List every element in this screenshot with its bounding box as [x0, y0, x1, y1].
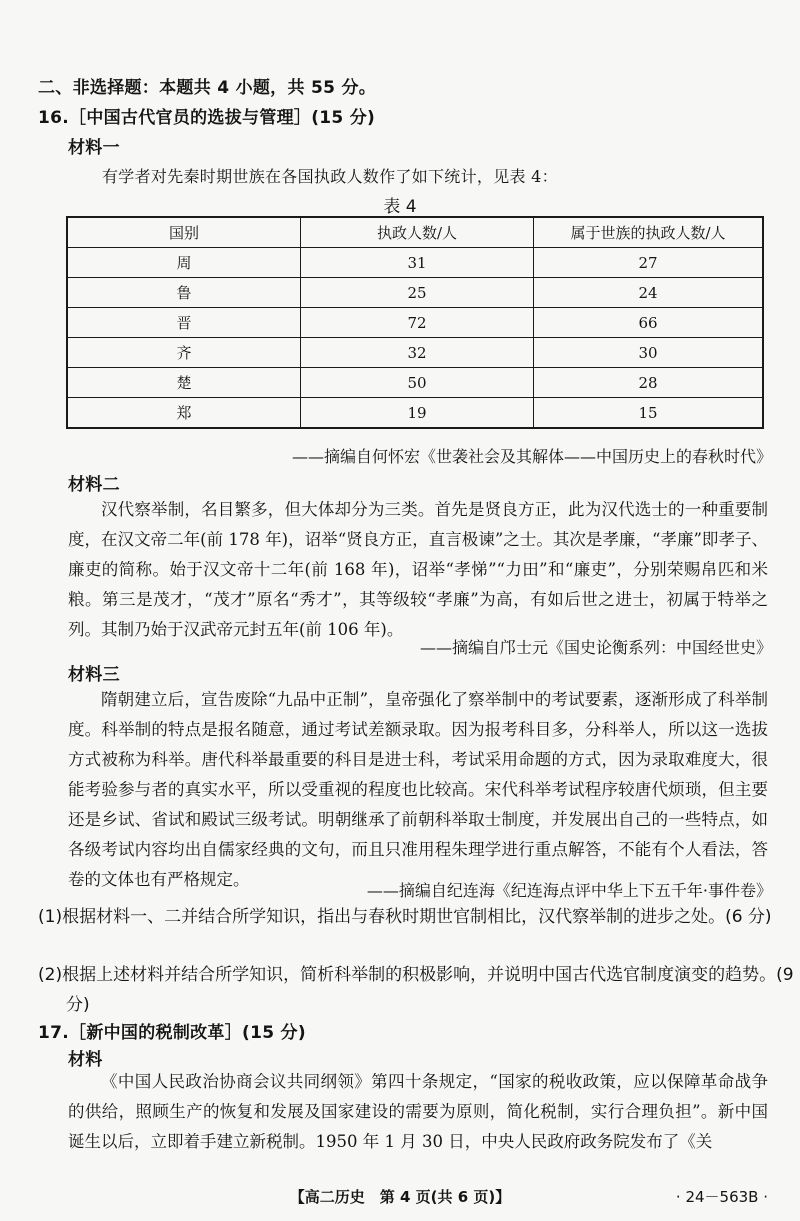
table-cell: 31: [301, 248, 534, 278]
table-cell: 50: [301, 368, 534, 398]
q17-text: 《中国人民政治协商会议共同纲领》第四十条规定，“国家的税收政策，应以保障革命战争的供给，照顾生产的恢复和发展及国家建设的需要为原则，简化税制，实行合理负担”。新中国诞生以后，立即着手建立新税制。1950 年 1 月 30 日，中央人民政府政务院发布了《关: [68, 1072, 768, 1151]
table-header-cell: 属于世族的执政人数/人: [534, 217, 764, 248]
table-cell: 晋: [67, 308, 301, 338]
m2-source: ——摘编自邝士元《国史论衡系列：中国经世史》: [419, 638, 772, 657]
table-cell: 66: [534, 308, 764, 338]
table-cell: 30: [534, 338, 764, 368]
table-cell: 周: [67, 248, 301, 278]
table-cell: 32: [301, 338, 534, 368]
table-row: [67, 368, 763, 398]
table-cell: 28: [534, 368, 764, 398]
table-header-cell: 执政人数/人: [301, 217, 534, 248]
table-row: [67, 248, 763, 278]
table-row: [67, 308, 763, 338]
table-row: [67, 278, 763, 308]
table-header-row: [67, 217, 763, 248]
m3-source: ——摘编自纪连海《纪连海点评中华上下五千年·事件卷》: [366, 881, 772, 900]
table-cell: 19: [301, 398, 534, 429]
table-cell: 齐: [67, 338, 301, 368]
m1-source: ——摘编自何怀宏《世袭社会及其解体——中国历史上的春秋时代》: [291, 447, 772, 466]
table-4: [66, 216, 764, 429]
section-header: 二、非选择题：本题共 4 小题，共 55 分。: [38, 78, 377, 98]
footer-code: · 24－563B ·: [675, 1188, 768, 1206]
m3-label: 材料三: [68, 665, 120, 685]
table-cell: 楚: [67, 368, 301, 398]
table-cell: 72: [301, 308, 534, 338]
m1-label: 材料一: [68, 138, 120, 158]
table-cell: 郑: [67, 398, 301, 429]
table-row: [67, 338, 763, 368]
table-cell: 25: [301, 278, 534, 308]
table-row: [67, 398, 763, 429]
q16-title: 16.［中国古代官员的选拔与管理］(15 分): [38, 108, 376, 128]
table-cell: 鲁: [67, 278, 301, 308]
m2-text: 汉代察举制，名目繁多，但大体却分为三类。首先是贤良方正，此为汉代选士的一种重要制度，在汉文帝二年(前 178 年)，诏举“贤良方正，直言极谏”之士。其次是孝廉，“孝廉”即孝子、廉吏的简称。始于汉文帝十二年(前 168 年)，诏举“孝悌”“力田”和“廉吏”，分别荣赐帛匹和米粮。第三是茂才，“茂才”原名“秀才”，其等级较“孝廉”为高，有如后世之进士，初属于特举之列。其制乃始于汉武帝元封五年(前 106 年)。: [68, 500, 768, 639]
table-caption: 表 4: [383, 197, 417, 217]
table-cell: 24: [534, 278, 764, 308]
table-header-cell: 国别: [67, 217, 301, 248]
m2-label: 材料二: [68, 475, 120, 495]
footer-page-info: 【高二历史 第 4 页(共 6 页)】: [289, 1188, 511, 1206]
table-cell: 27: [534, 248, 764, 278]
q17-title: 17.［新中国的税制改革］(15 分): [38, 1023, 306, 1043]
m3-text: 隋朝建立后，宣告废除“九品中正制”，皇帝强化了察举制中的考试要素，逐渐形成了科举制度。科举制的特点是报名随意，通过考试差额录取。因为报考科目多，分科举人，所以这一选拔方式被称为科举。唐代科举最重要的科目是进士科，考试采用命题的方式，因为录取难度大，很能考验参与者的真实水平，所以受重视的程度也比较高。宋代科举考试程序较唐代烦琐，但主要还是乡试、省试和殿试三级考试。明朝继承了前朝科举取士制度，并发展出自己的一些特点，如各级考试内容均出自儒家经典的文句，而且只准用程朱理学进行重点解答，不能有个人看法，答卷的文体也有严格规定。: [68, 690, 768, 889]
m1-intro: 有学者对先秦时期世族在各国执政人数作了如下统计，见表 4：: [102, 167, 558, 186]
table-cell: 15: [534, 398, 764, 429]
q16-sub1: (1)根据材料一、二并结合所学知识，指出与春秋时期世官制相比，汉代察举制的进步之处。(6 分): [38, 907, 772, 927]
q16-sub2: (2)根据上述材料并结合所学知识，简析科举制的积极影响，并说明中国古代选官制度演变的趋势。(9 分): [38, 965, 794, 1015]
q17-label: 材料: [68, 1050, 103, 1070]
